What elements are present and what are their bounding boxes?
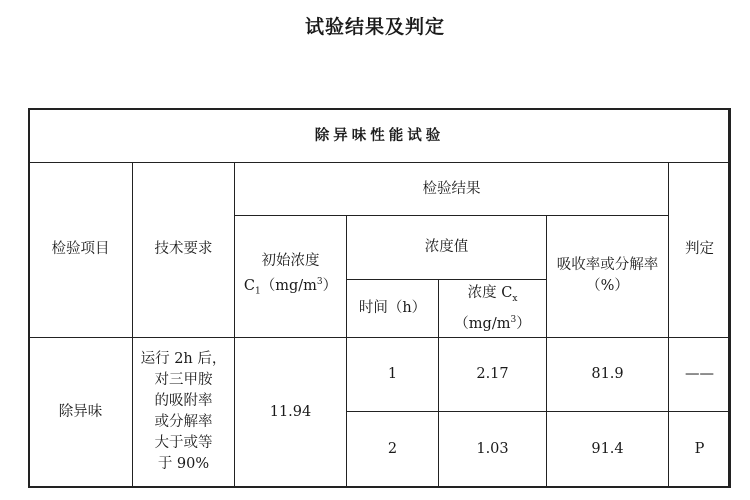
- cell-concentration: 2.17: [439, 337, 547, 411]
- header-conc-label: 浓度 $C_x$: [467, 284, 518, 304]
- header-concentration: [439, 280, 547, 337]
- requirement-line: 大于或等: [154, 435, 213, 452]
- requirement-line: 或分解率: [154, 414, 213, 431]
- header-time: 时间（h）: [347, 280, 439, 337]
- header-absorption-rate: [547, 216, 669, 337]
- cell-item: 除异味: [29, 337, 133, 487]
- header-requirement: 技术要求: [133, 163, 235, 337]
- cell-absorption-rate: 91.4: [547, 411, 669, 487]
- cell-concentration: 1.03: [439, 411, 547, 487]
- cell-time: 1: [347, 337, 439, 411]
- cell-judgement: ——: [669, 337, 731, 411]
- cell-absorption-rate: 81.9: [547, 337, 669, 411]
- header-absorption-label: 吸收率或分解率: [556, 257, 659, 274]
- header-item: 检验项目: [29, 163, 133, 337]
- requirement-line: 于 90%: [157, 456, 210, 473]
- requirement-line: 的吸附率: [154, 393, 213, 410]
- cell-judgement: P: [669, 411, 731, 487]
- table-caption: 除异味性能试验: [29, 109, 731, 163]
- header-results-group: 检验结果: [235, 163, 669, 216]
- requirement-line: 对三甲胺: [154, 372, 213, 389]
- cell-initial-concentration: 11.94: [235, 337, 347, 487]
- header-conc-unit: $(mg/m^3)$: [454, 314, 531, 332]
- header-absorption-unit: （%）: [586, 278, 629, 295]
- results-table: [28, 108, 731, 488]
- document-title: 试验结果及判定: [304, 16, 445, 38]
- header-initial-conc-label: 初始浓度: [261, 252, 320, 269]
- cell-requirement: [133, 337, 235, 487]
- cell-time: 2: [347, 411, 439, 487]
- table-row: [29, 337, 731, 411]
- header-initial-conc-unit: $C_1(mg/m^3)$: [243, 276, 338, 297]
- header-judgement: 判定: [669, 163, 731, 337]
- header-initial-concentration: [235, 216, 347, 337]
- requirement-line: 运行 2h 后，: [140, 351, 227, 368]
- header-conc-value-group: 浓度值: [347, 216, 547, 280]
